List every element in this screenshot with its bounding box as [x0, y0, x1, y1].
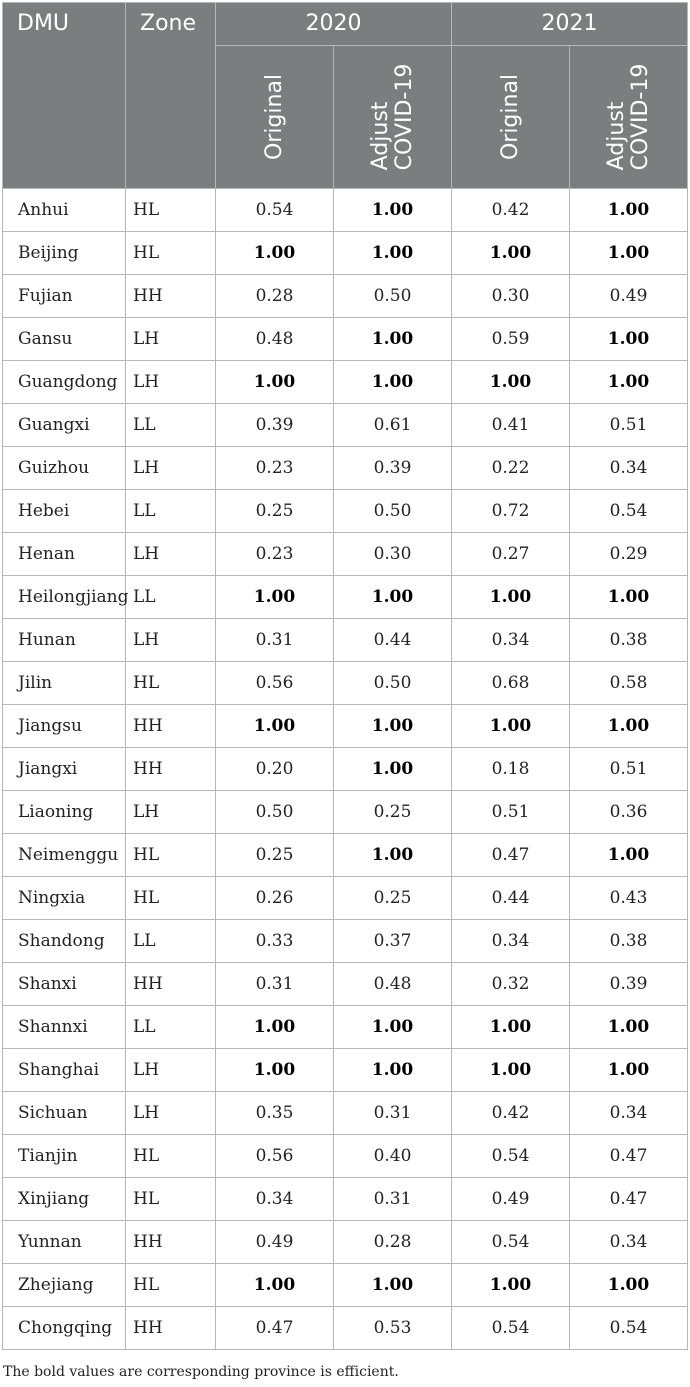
- table-row: [3, 963, 688, 1006]
- cell-zone: HL: [126, 1135, 216, 1178]
- cell-value-2020-original: 0.39: [216, 404, 334, 447]
- cell-value-2020-adjust: 1.00: [334, 834, 452, 877]
- table-row: [3, 1264, 688, 1307]
- cell-value-2020-adjust: 1.00: [334, 1264, 452, 1307]
- cell-dmu: Jiangxi: [3, 748, 126, 791]
- cell-dmu: Yunnan: [3, 1221, 126, 1264]
- header-2021-adjust-line1: Adjust: [603, 101, 629, 171]
- cell-value-2020-original: 0.31: [216, 619, 334, 662]
- header-2020-adjust-label: [369, 64, 417, 171]
- table-row: [3, 361, 688, 404]
- cell-value-2020-adjust: 0.37: [334, 920, 452, 963]
- cell-zone: HL: [126, 1264, 216, 1307]
- table-row: [3, 877, 688, 920]
- cell-value-2020-original: 1.00: [216, 1006, 334, 1049]
- cell-value-2020-adjust: 0.48: [334, 963, 452, 1006]
- cell-zone: LH: [126, 1049, 216, 1092]
- cell-value-2021-adjust: 1.00: [570, 361, 688, 404]
- cell-zone: LH: [126, 619, 216, 662]
- cell-value-2020-adjust: 0.53: [334, 1307, 452, 1350]
- cell-dmu: Heilongjiang: [3, 576, 126, 619]
- table-row: [3, 404, 688, 447]
- cell-value-2020-adjust: 1.00: [334, 1049, 452, 1092]
- cell-value-2021-adjust: 0.38: [570, 619, 688, 662]
- cell-value-2021-original: 0.22: [452, 447, 570, 490]
- cell-value-2021-original: 0.44: [452, 877, 570, 920]
- cell-value-2020-adjust: 0.50: [334, 275, 452, 318]
- cell-dmu: Jiangsu: [3, 705, 126, 748]
- table-row: [3, 662, 688, 705]
- header-2020-adjust-line1: Adjust: [367, 101, 393, 171]
- table-row: [3, 490, 688, 533]
- header-2021-adjust-label: [605, 64, 653, 171]
- cell-value-2020-original: 0.33: [216, 920, 334, 963]
- cell-value-2020-original: 0.34: [216, 1178, 334, 1221]
- cell-value-2021-original: 0.72: [452, 490, 570, 533]
- cell-value-2020-original: 1.00: [216, 1049, 334, 1092]
- header-year-2021: 2021: [452, 3, 688, 46]
- efficiency-table: [2, 2, 688, 1350]
- cell-value-2020-original: 0.20: [216, 748, 334, 791]
- cell-dmu: Henan: [3, 533, 126, 576]
- cell-value-2020-adjust: 0.61: [334, 404, 452, 447]
- cell-zone: HL: [126, 232, 216, 275]
- cell-dmu: Guangdong: [3, 361, 126, 404]
- cell-dmu: Shannxi: [3, 1006, 126, 1049]
- table-row: [3, 318, 688, 361]
- cell-value-2020-original: 0.49: [216, 1221, 334, 1264]
- cell-value-2021-original: 1.00: [452, 705, 570, 748]
- cell-value-2021-adjust: 1.00: [570, 189, 688, 232]
- cell-value-2021-original: 0.27: [452, 533, 570, 576]
- cell-value-2021-adjust: 1.00: [570, 705, 688, 748]
- cell-value-2021-original: 0.34: [452, 920, 570, 963]
- cell-value-2021-original: 0.51: [452, 791, 570, 834]
- cell-value-2021-adjust: 0.34: [570, 1221, 688, 1264]
- cell-value-2020-adjust: 1.00: [334, 576, 452, 619]
- cell-value-2021-adjust: 0.39: [570, 963, 688, 1006]
- cell-value-2020-original: 0.23: [216, 533, 334, 576]
- cell-value-2021-adjust: 0.54: [570, 1307, 688, 1350]
- table-row: [3, 447, 688, 490]
- header-2020-adjust-line2: COVID-19: [391, 63, 417, 171]
- cell-value-2021-original: 0.54: [452, 1221, 570, 1264]
- cell-dmu: Ningxia: [3, 877, 126, 920]
- cell-value-2021-original: 1.00: [452, 1006, 570, 1049]
- cell-value-2021-original: 0.68: [452, 662, 570, 705]
- cell-value-2021-adjust: 0.58: [570, 662, 688, 705]
- cell-dmu: Hebei: [3, 490, 126, 533]
- cell-dmu: Shandong: [3, 920, 126, 963]
- cell-value-2020-adjust: 1.00: [334, 232, 452, 275]
- header-2020-original-label: Original: [261, 73, 287, 161]
- header-2020-adjust: [334, 46, 452, 189]
- cell-zone: LL: [126, 490, 216, 533]
- cell-zone: HH: [126, 963, 216, 1006]
- cell-value-2021-adjust: 0.29: [570, 533, 688, 576]
- cell-value-2020-original: 0.50: [216, 791, 334, 834]
- cell-value-2020-adjust: 1.00: [334, 361, 452, 404]
- cell-value-2020-adjust: 1.00: [334, 705, 452, 748]
- cell-dmu: Beijing: [3, 232, 126, 275]
- cell-value-2020-original: 1.00: [216, 1264, 334, 1307]
- cell-zone: LH: [126, 533, 216, 576]
- cell-value-2021-original: 0.34: [452, 619, 570, 662]
- cell-value-2021-original: 0.49: [452, 1178, 570, 1221]
- cell-value-2020-adjust: 0.50: [334, 490, 452, 533]
- cell-value-2020-original: 1.00: [216, 576, 334, 619]
- cell-value-2020-original: 0.56: [216, 1135, 334, 1178]
- table-row: [3, 834, 688, 877]
- efficiency-table-container: [2, 2, 688, 1350]
- cell-dmu: Xinjiang: [3, 1178, 126, 1221]
- table-header: [3, 3, 688, 189]
- cell-value-2021-original: 0.42: [452, 1092, 570, 1135]
- cell-zone: HL: [126, 189, 216, 232]
- cell-value-2021-adjust: 1.00: [570, 318, 688, 361]
- cell-zone: HL: [126, 877, 216, 920]
- cell-value-2021-original: 1.00: [452, 361, 570, 404]
- header-2021-original: [452, 46, 570, 189]
- cell-value-2020-original: 0.54: [216, 189, 334, 232]
- cell-value-2020-original: 0.28: [216, 275, 334, 318]
- table-row: [3, 705, 688, 748]
- table-row: [3, 1092, 688, 1135]
- cell-value-2021-original: 1.00: [452, 1264, 570, 1307]
- header-dmu: DMU: [3, 3, 126, 189]
- cell-zone: LH: [126, 318, 216, 361]
- cell-value-2021-original: 0.32: [452, 963, 570, 1006]
- header-2021-original-label: Original: [497, 73, 523, 161]
- cell-value-2021-adjust: 0.38: [570, 920, 688, 963]
- cell-zone: LH: [126, 361, 216, 404]
- cell-value-2020-original: 0.23: [216, 447, 334, 490]
- cell-value-2021-adjust: 0.34: [570, 1092, 688, 1135]
- cell-value-2020-adjust: 0.50: [334, 662, 452, 705]
- cell-value-2021-original: 0.54: [452, 1307, 570, 1350]
- table-row: [3, 791, 688, 834]
- cell-zone: HL: [126, 834, 216, 877]
- cell-zone: HH: [126, 275, 216, 318]
- cell-value-2021-adjust: 0.49: [570, 275, 688, 318]
- cell-value-2020-original: 1.00: [216, 232, 334, 275]
- cell-value-2020-adjust: 0.30: [334, 533, 452, 576]
- cell-dmu: Anhui: [3, 189, 126, 232]
- cell-dmu: Chongqing: [3, 1307, 126, 1350]
- cell-value-2020-adjust: 0.39: [334, 447, 452, 490]
- cell-value-2021-adjust: 1.00: [570, 1049, 688, 1092]
- header-2021-adjust-line2: COVID-19: [627, 63, 653, 171]
- cell-zone: HL: [126, 1178, 216, 1221]
- table-body: [3, 189, 688, 1350]
- cell-value-2020-adjust: 0.31: [334, 1092, 452, 1135]
- cell-dmu: Sichuan: [3, 1092, 126, 1135]
- cell-value-2021-original: 0.47: [452, 834, 570, 877]
- header-year-2020: 2020: [216, 3, 452, 46]
- cell-dmu: Shanghai: [3, 1049, 126, 1092]
- cell-dmu: Jilin: [3, 662, 126, 705]
- cell-value-2020-original: 0.48: [216, 318, 334, 361]
- cell-value-2020-original: 0.56: [216, 662, 334, 705]
- cell-value-2020-adjust: 0.31: [334, 1178, 452, 1221]
- cell-value-2021-adjust: 1.00: [570, 1006, 688, 1049]
- cell-dmu: Guangxi: [3, 404, 126, 447]
- cell-dmu: Gansu: [3, 318, 126, 361]
- cell-zone: LL: [126, 404, 216, 447]
- header-2020-original: [216, 46, 334, 189]
- cell-zone: HH: [126, 1221, 216, 1264]
- cell-zone: LH: [126, 447, 216, 490]
- cell-value-2021-adjust: 0.51: [570, 404, 688, 447]
- cell-value-2021-original: 1.00: [452, 232, 570, 275]
- cell-value-2020-original: 0.26: [216, 877, 334, 920]
- cell-zone: LH: [126, 791, 216, 834]
- cell-value-2021-original: 0.18: [452, 748, 570, 791]
- table-row: [3, 533, 688, 576]
- cell-zone: HH: [126, 705, 216, 748]
- cell-zone: HH: [126, 748, 216, 791]
- cell-value-2021-original: 0.42: [452, 189, 570, 232]
- cell-value-2021-adjust: 1.00: [570, 1264, 688, 1307]
- cell-value-2020-adjust: 0.28: [334, 1221, 452, 1264]
- table-row: [3, 576, 688, 619]
- cell-value-2020-adjust: 1.00: [334, 318, 452, 361]
- cell-zone: LL: [126, 1006, 216, 1049]
- cell-value-2021-adjust: 1.00: [570, 576, 688, 619]
- cell-value-2021-original: 0.54: [452, 1135, 570, 1178]
- cell-value-2021-original: 1.00: [452, 576, 570, 619]
- cell-value-2020-adjust: 1.00: [334, 748, 452, 791]
- cell-value-2021-original: 0.41: [452, 404, 570, 447]
- cell-value-2021-adjust: 0.47: [570, 1178, 688, 1221]
- cell-value-2020-original: 0.25: [216, 490, 334, 533]
- cell-value-2020-adjust: 1.00: [334, 189, 452, 232]
- cell-value-2020-original: 0.25: [216, 834, 334, 877]
- cell-value-2020-adjust: 0.40: [334, 1135, 452, 1178]
- table-row: [3, 748, 688, 791]
- cell-value-2021-original: 0.59: [452, 318, 570, 361]
- header-2021-adjust: [570, 46, 688, 189]
- header-zone: Zone: [126, 3, 216, 189]
- cell-dmu: Tianjin: [3, 1135, 126, 1178]
- cell-value-2021-original: 0.30: [452, 275, 570, 318]
- cell-dmu: Fujian: [3, 275, 126, 318]
- cell-value-2020-original: 0.47: [216, 1307, 334, 1350]
- table-row: [3, 1049, 688, 1092]
- cell-value-2020-original: 0.35: [216, 1092, 334, 1135]
- cell-value-2020-adjust: 0.44: [334, 619, 452, 662]
- cell-value-2021-adjust: 1.00: [570, 232, 688, 275]
- cell-value-2020-adjust: 0.25: [334, 877, 452, 920]
- table-row: [3, 1178, 688, 1221]
- cell-value-2021-adjust: 1.00: [570, 834, 688, 877]
- cell-value-2020-original: 0.31: [216, 963, 334, 1006]
- cell-zone: LL: [126, 920, 216, 963]
- cell-dmu: Neimenggu: [3, 834, 126, 877]
- cell-value-2020-adjust: 1.00: [334, 1006, 452, 1049]
- table-row: [3, 619, 688, 662]
- cell-value-2020-adjust: 0.25: [334, 791, 452, 834]
- table-row: [3, 920, 688, 963]
- table-row: [3, 1221, 688, 1264]
- cell-value-2021-adjust: 0.34: [570, 447, 688, 490]
- cell-value-2020-original: 1.00: [216, 361, 334, 404]
- table-row: [3, 1307, 688, 1350]
- cell-value-2020-original: 1.00: [216, 705, 334, 748]
- table-row: [3, 1006, 688, 1049]
- table-row: [3, 275, 688, 318]
- cell-value-2021-adjust: 0.43: [570, 877, 688, 920]
- cell-value-2021-adjust: 0.36: [570, 791, 688, 834]
- cell-dmu: Shanxi: [3, 963, 126, 1006]
- cell-dmu: Zhejiang: [3, 1264, 126, 1307]
- cell-dmu: Hunan: [3, 619, 126, 662]
- cell-value-2021-adjust: 0.51: [570, 748, 688, 791]
- table-row: [3, 1135, 688, 1178]
- table-row: [3, 189, 688, 232]
- table-footnote: The bold values are corresponding province is efficient.: [3, 1364, 399, 1380]
- cell-dmu: Liaoning: [3, 791, 126, 834]
- cell-zone: LH: [126, 1092, 216, 1135]
- cell-value-2021-adjust: 0.47: [570, 1135, 688, 1178]
- cell-zone: HH: [126, 1307, 216, 1350]
- table-row: [3, 232, 688, 275]
- cell-value-2021-original: 1.00: [452, 1049, 570, 1092]
- cell-dmu: Guizhou: [3, 447, 126, 490]
- cell-zone: LL: [126, 576, 216, 619]
- cell-value-2021-adjust: 0.54: [570, 490, 688, 533]
- cell-zone: HL: [126, 662, 216, 705]
